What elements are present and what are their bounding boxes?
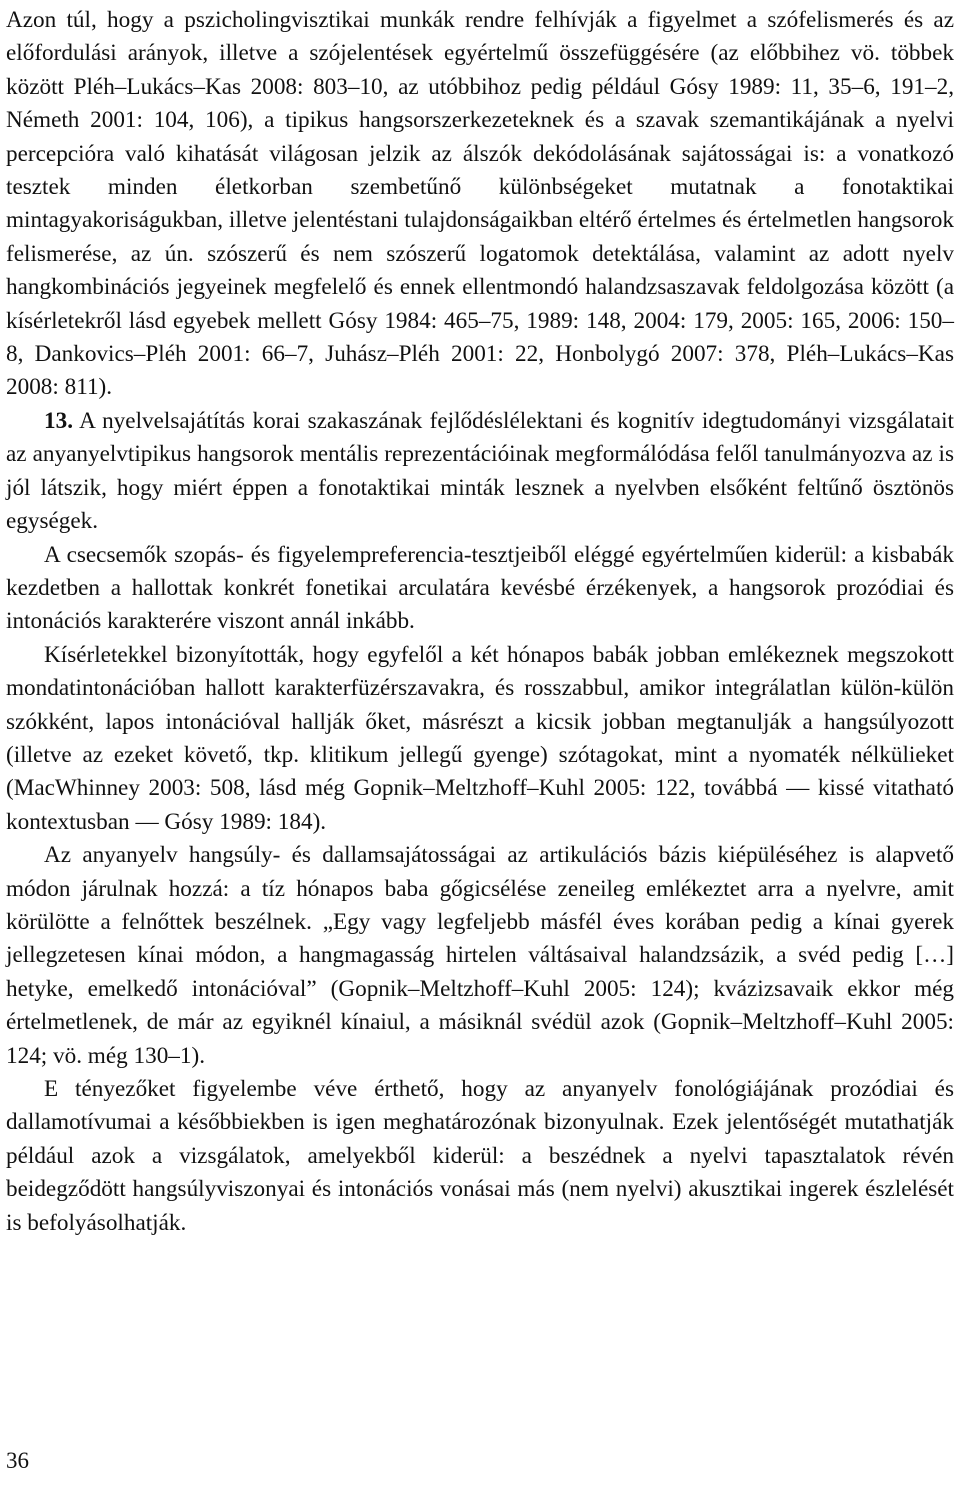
- paragraph-4: Kísérletekkel bizonyították, hogy egyfelől a két hónapos babák jobban emlékeznek megszokott mondatintonációban hallott karakterfüzérszavakra, és rosszabbul, amikor integrálatlan külön-külön szókként, lapos intonációval hallják őket, másrészt a kicsik jobban megtanulják a hangsúlyozott (illetve az ezeket követő, tkp. klitikum jellegű gyenge) szótagokat, mint a nyomaték nélkülieket (MacWhinney 2003: 508, lásd még Gopnik–Meltzhoff–Kuhl 2005: 122, továbbá — kissé vitatható kontextusban — Gósy 1989: 184).: [6, 641, 954, 835]
- paragraph-2: [6, 405, 954, 539]
- page-body: [6, 4, 954, 1240]
- page-number: 36: [6, 1448, 29, 1473]
- paragraph-6: E tényezőket figyelembe véve érthető, hogy az anyanyelv fonológiájának prozódiai és dallamotívumai a későbbiekben is igen meghatározónak bizonyulnak. Ezek jelentőségét mutathatják például azok a vizsgálatok, amelyekből kiderül: a beszédnek a nyelvi tapasztalatok révén beidegződött hangsúlyviszonyai és intonációs vonásai más (nem nyelvi) akusztikai ingerek észlelését is befolyásolhatják.: [6, 1076, 954, 1236]
- paragraph-2-text: A nyelvelsajátítás korai szakaszának fejlődéslélektani és kognitív idegtudományi vizsgálatait az anyanyelvtipikus hangsorok mentális reprezentációinak megformálódása felől tanulmányozva az is jól látszik, hogy miért éppen a fonotaktikai minták lesznek a nyelvben elsőként feltűnő ösztönös egységek.: [6, 407, 954, 535]
- paragraph-1: Azon túl, hogy a pszicholingvisztikai munkák rendre felhívják a figyelmet a szófelismerés és az előfordulási arányok, illetve a szójelentések egyértelmű összefüggésére (az előbbihez vö. többek között Pléh–Lukács–Kas 2008: 803–10, az utóbbihoz pedig például Gósy 1989: 11, 35–6, 191–2, Németh 2001: 104, 106), a tipikus hangsorszerkezeteknek és a szavak szemantikájának a nyelvi percepcióra való kihatását világosan jelzik az álszók dekódolásának sajátosságai is: a vonatkozó tesztek minden életkorban szembetűnő különbségeket mutatnak a fonotaktikai mintagyakoriságukban, illetve jelentéstani tulajdonságaikban eltérő értelmes és értelmetlen hangsorok felismerése, az ún. szószerű és nem szószerű logatomok detektálása, valamint az adott nyelv hangkombinációs jegyeinek megfelelő és ennek ellentmondó halandzsaszavak feldolgozása között (a kísérletekről lásd egyebek mellett Gósy 1984: 465–75, 1989: 148, 2004: 179, 2005: 165, 2006: 150–8, Dankovics–Pléh 2001: 66–7, Juhász–Pléh 2001: 22, Honbolygó 2007: 378, Pléh–Lukács–Kas 2008: 811).: [6, 7, 954, 401]
- section-number: 13.: [44, 407, 73, 434]
- paragraph-5: Az anyanyelv hangsúly- és dallamsajátosságai az artikulációs bázis kiépüléséhez is alapvető módon járulnak hozzá: a tíz hónapos baba gőgicsélése zeneileg emlékeztet arra a nyelvre, amit körülötte a felnőttek beszélnek. „Egy vagy legfeljebb másfél éves korában pedig a kínai gyerek jellegzetesen kínai módon, a hangmagasság hirtelen váltásaival halandzsázik, a svéd pedig […] hetyke, emelkedő intonációval” (Gopnik–Meltzhoff–Kuhl 2005: 124); kvázizsavaik ekkor még értelmetlenek, de már az egyiknél kínaiul, a másiknál svédül azok (Gopnik–Meltzhoff–Kuhl 2005: 124; vö. még 130–1).: [6, 842, 954, 1069]
- paragraph-3: A csecsemők szopás- és figyelempreferencia-tesztjeiből eléggé egyértelműen kiderül: a kisbabák kezdetben a hallottak konkrét fonetikai arculatára kevésbé érzékenyek, a hangsorok prozódiai és intonációs karakterére viszont annál inkább.: [6, 541, 954, 635]
